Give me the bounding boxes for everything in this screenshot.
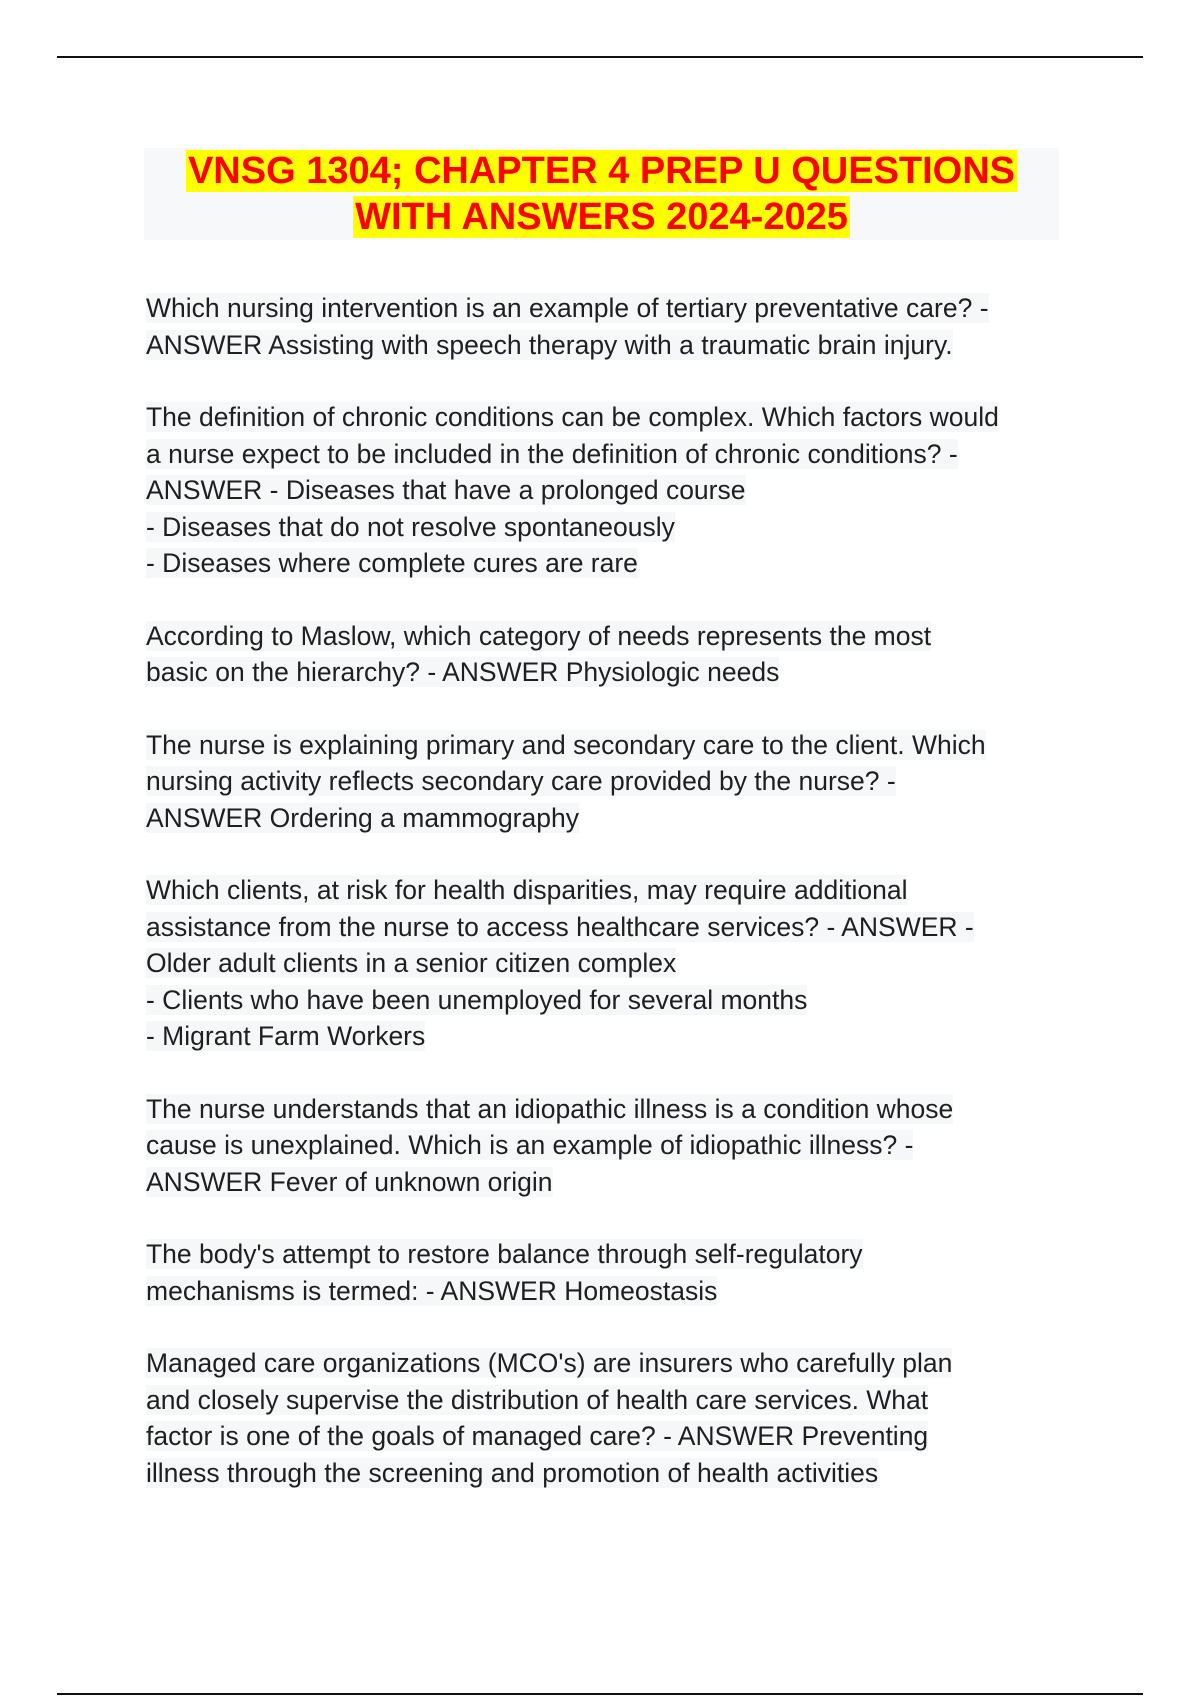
qa-item-text: Which clients, at risk for health disparities, may require additional assistance from the nurse to access healthcare services? - ANSWER - Older adult clients in a senior citizen complex - Clients who have been unemployed for several months - Migrant Farm Workers	[146, 875, 974, 1051]
qa-item	[146, 1345, 1106, 1491]
qa-item-text: Which nursing intervention is an example of tertiary preventative care? - ANSWER Assisting with speech therapy with a traumatic brain injury.	[146, 293, 989, 360]
qa-item-text: The nurse is explaining primary and secondary care to the client. Which nursing activity reflects secondary care provided by the nurse? - ANSWER Ordering a mammography	[146, 729, 986, 833]
qa-item-text: The body's attempt to restore balance through self-regulatory mechanisms is termed: - ANSWER Homeostasis	[146, 1239, 863, 1306]
question-answer-list	[146, 290, 1106, 1527]
title-line-1: VNSG 1304; CHAPTER 4 PREP U QUESTIONS	[187, 150, 1016, 192]
bottom-rule	[57, 1693, 1143, 1695]
qa-item	[146, 1236, 1106, 1309]
qa-item	[146, 290, 1106, 363]
qa-item-text: The definition of chronic conditions can be complex. Which factors would a nurse expect to be included in the definition of chronic conditions? - ANSWER - Diseases that have a prolonged course - Diseases that do not resolve spontaneously - Diseases where complete cures are rare	[146, 402, 999, 578]
qa-item-text: Managed care organizations (MCO's) are insurers who carefully plan and closely supervise the distribution of health care services. What factor is one of the goals of managed care? - ANSWER Preventing illness through the screening and promotion of health activities	[146, 1348, 953, 1488]
title-line-2: WITH ANSWERS 2024-2025	[355, 196, 848, 238]
qa-item	[146, 727, 1106, 837]
document-title	[144, 148, 1059, 240]
qa-item	[146, 1091, 1106, 1201]
qa-item-text: According to Maslow, which category of needs represents the most basic on the hierarchy? - ANSWER Physiologic needs	[146, 620, 932, 687]
qa-item-text: The nurse understands that an idiopathic illness is a condition whose cause is unexplained. Which is an example of idiopathic illness? - ANSWER Fever of unknown origin	[146, 1093, 954, 1197]
top-rule	[57, 56, 1143, 58]
qa-item	[146, 399, 1106, 582]
qa-item	[146, 618, 1106, 691]
qa-item	[146, 872, 1106, 1055]
